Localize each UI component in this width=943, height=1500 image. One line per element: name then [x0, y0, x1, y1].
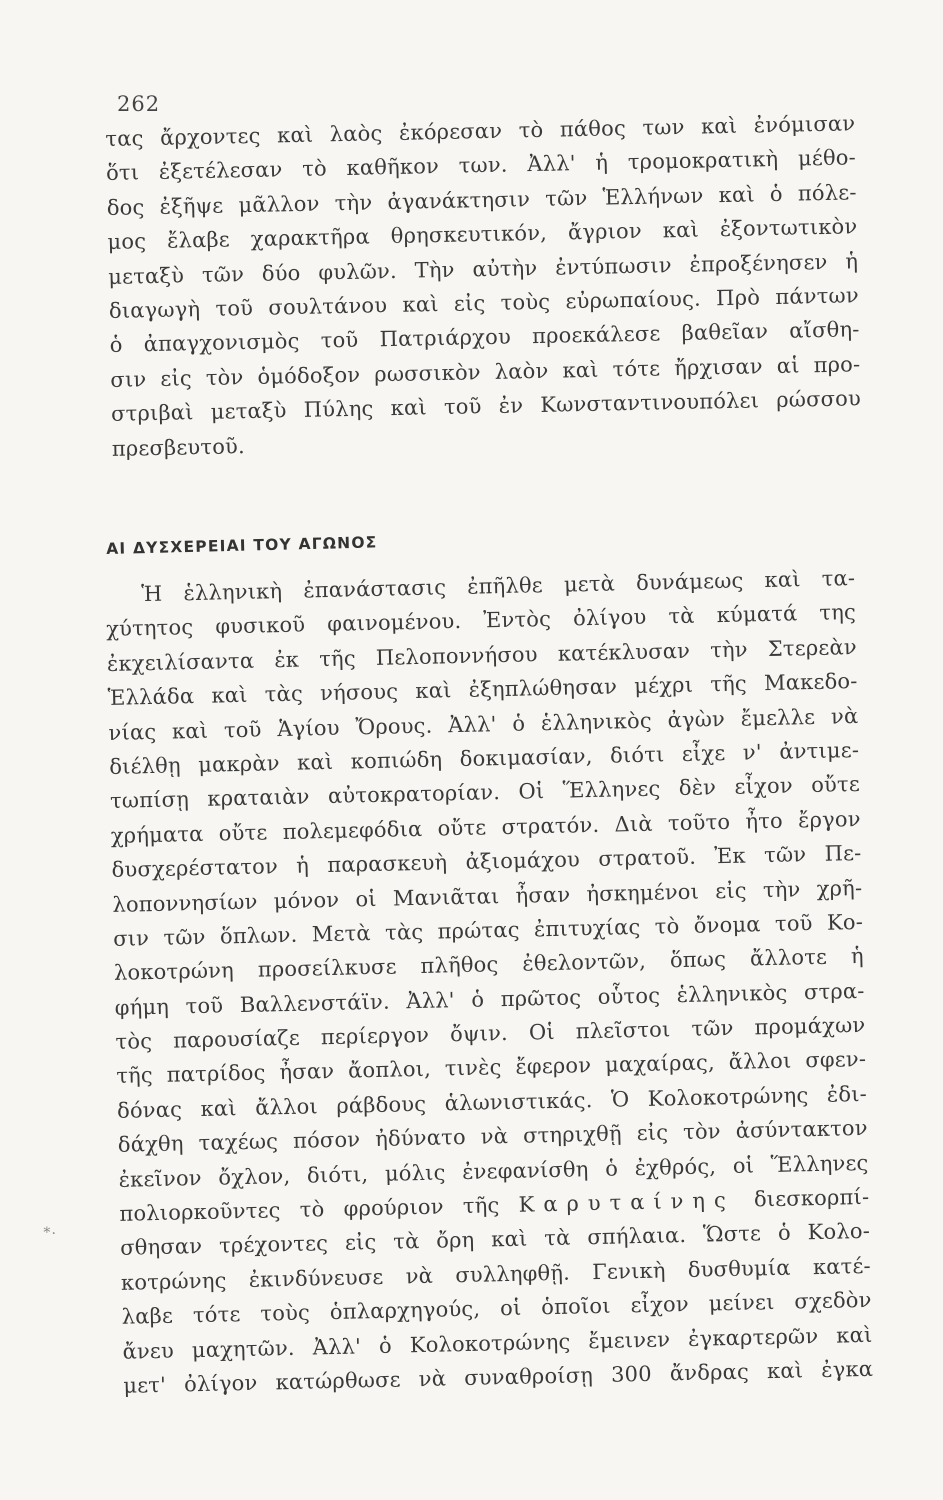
text-line: Ἡ ἑλληνικὴ ἐπανάστασις ἐπῆλθε μετὰ δυνάμεως καὶ τα- [141, 565, 856, 607]
text-line: τῆς πατρίδος ἦσαν ἄοπλοι, τινὲς ἔφερον μαχαίρας, ἄλλοι σφεν- [116, 1047, 867, 1089]
text-line: τας ἄρχοντες καὶ λαὸς ἐκόρεσαν τὸ πάθος των καὶ ἐνόμισαν [105, 111, 856, 151]
text-line: δος ἐξῆψε μᾶλλον τὴν ἀγανάκτησιν τῶν Ἑλλήνων καὶ ὁ πόλε- [106, 180, 857, 220]
text-line: τὸς παρουσίαζε περίεργον ὄψιν. Οἱ πλεῖστοι τῶν προμάχων [115, 1012, 866, 1054]
text-line: σθησαν τρέχοντες εἰς τὰ ὄρη καὶ τὰ σπήλαια. Ὥστε ὁ Κολο- [119, 1219, 871, 1261]
text-line: λαβε τότε τοὺς ὁπλαρχηγούς, οἱ ὁποῖοι εἶχον μείνει σχεδὸν [121, 1288, 872, 1330]
text-line: ἄνευ μαχητῶν. Ἀλλ' ὁ Κολοκοτρώνης ἔμεινεν ἐγκαρτερῶν καὶ [122, 1322, 873, 1364]
text-line: τωπίσῃ κραταιὰν αὐτοκρατορίαν. Οἱ Ἕλληνες δὲν εἶχον οὔτε [109, 772, 861, 814]
text-line: πρεσβευτοῦ. [111, 433, 246, 461]
text-segment: πολιορκοῦντες τὸ φρούριον τῆς [119, 1192, 519, 1226]
text-line: Ἑλλάδα καὶ τὰς νήσους καὶ ἐξηπλώθησαν μέχρι τῆς Μακεδο- [107, 669, 858, 711]
text-line: διαγωγὴ τοῦ σουλτάνου καὶ εἰς τοὺς εὐρωπαίους. Πρὸ πάντων [108, 283, 860, 323]
text-line: κοτρώνης ἐκινδύνευσε νὰ συλληφθῇ. Γενικὴ δυσθυμία κατέ- [120, 1253, 872, 1295]
text-line: σιν εἰς τὸν ὁμόδοξον ρωσσικὸν λαὸν καὶ τότε ἤρχισαν αἱ προ- [110, 351, 861, 392]
place-name-spaced: Καρυταίνης [518, 1187, 735, 1217]
text-line: λοποννησίων μόνον οἱ Μανιᾶται ἦσαν ἠσκημένοι εἰς τὴν χρῆ- [112, 875, 863, 917]
text-line: ἐκεῖνον ὄχλον, διότι, μόλις ἐνεφανίσθη ὁ ἐχθρός, οἱ Ἕλληνες [118, 1150, 869, 1192]
paragraph-main [105, 561, 874, 1403]
text-line: διέλθῃ μακρὰν καὶ κοπιώδη δοκιμασίαν, διότι εἶχε ν' ἀντιμε- [109, 737, 860, 779]
text-line: φήμη τοῦ Βαλλενστάϊν. Ἀλλ' ὁ πρῶτος οὗτος ἑλληνικὸς στρα- [114, 978, 865, 1020]
text-line: μεταξὺ τῶν δύο φυλῶν. Τὴν αὐτὴν ἐντύπωσιν ἐπροξένησεν ἡ [107, 248, 859, 289]
text-line: χρήματα οὔτε πολεμεφόδια οὔτε στρατόν. Διὰ τοῦτο ἦτο ἔργον [110, 806, 861, 848]
text-line: δυσχερέστατον ἡ παρασκευὴ ἀξιομάχου στρατοῦ. Ἐκ τῶν Πε- [111, 841, 862, 883]
text-line: δάχθη ταχέως πόσον ἠδύνατο νὰ στηριχθῇ εἰς τὸν ἀσύντακτον [117, 1116, 868, 1158]
text-line: μος ἔλαβε χαρακτῆρα θρησκευτικόν, ἄγριον καὶ ἐξοντωτικὸν [107, 214, 858, 255]
text-line: δόνας καὶ ἄλλοι ράβδους ἁλωνιστικάς. Ὁ Κολοκοτρώνης ἐδι- [116, 1081, 868, 1123]
margin-mark: ∗. [42, 1222, 56, 1238]
text-line: ὁ ἀπαγχονισμὸς τοῦ Πατριάρχου προεκάλεσε βαθεῖαν αἴσθη- [109, 317, 860, 358]
text-segment: διεσκορπί- [734, 1184, 870, 1212]
text-line: ἐκχειλίσαντα ἐκ τῆς Πελοποννήσου κατέκλυσαν τὴν Στερεὰν [106, 634, 858, 676]
text-line: χύτητος φυσικοῦ φαινομένου. Ἐντὸς ὀλίγου τὰ κύματά της [105, 600, 857, 642]
paragraph-continued [105, 106, 862, 466]
text-line: λοκοτρώνη προσείλκυσε πλῆθος ἐθελοντῶν, ὅπως ἄλλοτε ἡ [113, 944, 865, 986]
section-heading: ΑΙ ΔΥΣΧΕΡΕΙΑΙ ΤΟΥ ΑΓΩΝΟΣ [106, 533, 378, 558]
text-line: σιν τῶν ὅπλων. Μετὰ τὰς πρώτας ἐπιτυχίας τὸ ὄνομα τοῦ Κο- [112, 909, 864, 951]
text-line: στριβαὶ μεταξὺ Πύλης καὶ τοῦ ἐν Κωνσταντινουπόλει ρώσσου [110, 386, 862, 427]
text-line: μετ' ὀλίγον κατώρθωσε νὰ συναθροίσῃ 300 ἄνδρας καὶ ἐγκα [123, 1356, 874, 1398]
text-line: νίας καὶ τοῦ Ἁγίου Ὄρους. Ἀλλ' ὁ ἑλληνικὸς ἀγὼν ἔμελλε νὰ [108, 703, 859, 745]
text-line: ὅτι ἐξετέλεσαν τὸ καθῆκον των. Ἀλλ' ἡ τρομοκρατικὴ μέθο- [105, 145, 857, 186]
page-number: 262 [117, 92, 161, 116]
